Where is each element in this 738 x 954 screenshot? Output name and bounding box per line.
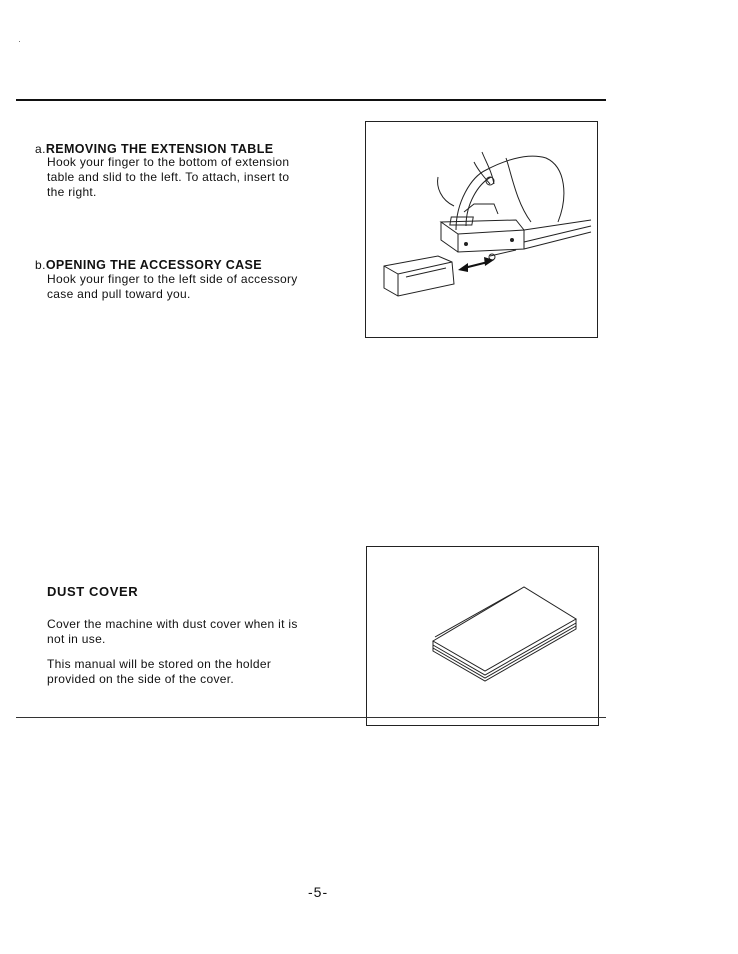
dust-cover-para-1: Cover the machine with dust cover when it is not in use. bbox=[47, 617, 298, 646]
section-a-title: REMOVING THE EXTENSION TABLE bbox=[45, 142, 274, 156]
stray-dot bbox=[19, 41, 20, 42]
section-b-title: OPENING THE ACCESSORY CASE bbox=[45, 258, 263, 272]
section-b-body: Hook your finger to the left side of accessory case and pull toward you. bbox=[47, 272, 298, 301]
top-rule bbox=[16, 99, 606, 101]
dust-cover-illustration bbox=[367, 547, 598, 725]
bottom-rule bbox=[16, 717, 606, 718]
sewing-machine-illustration bbox=[366, 122, 597, 337]
dust-cover-figure bbox=[366, 546, 599, 726]
dust-cover-heading: DUST COVER bbox=[47, 584, 139, 599]
section-b-heading bbox=[35, 257, 262, 273]
extension-table-figure bbox=[365, 121, 598, 338]
section-a-prefix: a. bbox=[35, 142, 46, 156]
page-number: -5- bbox=[308, 884, 329, 900]
section-b-prefix: b. bbox=[35, 258, 46, 272]
dust-cover-para-2: This manual will be stored on the holder provided on the side of the cover. bbox=[47, 657, 272, 686]
section-a-body: Hook your finger to the bottom of extension table and slid to the left. To attach, insert to the right. bbox=[47, 155, 290, 199]
